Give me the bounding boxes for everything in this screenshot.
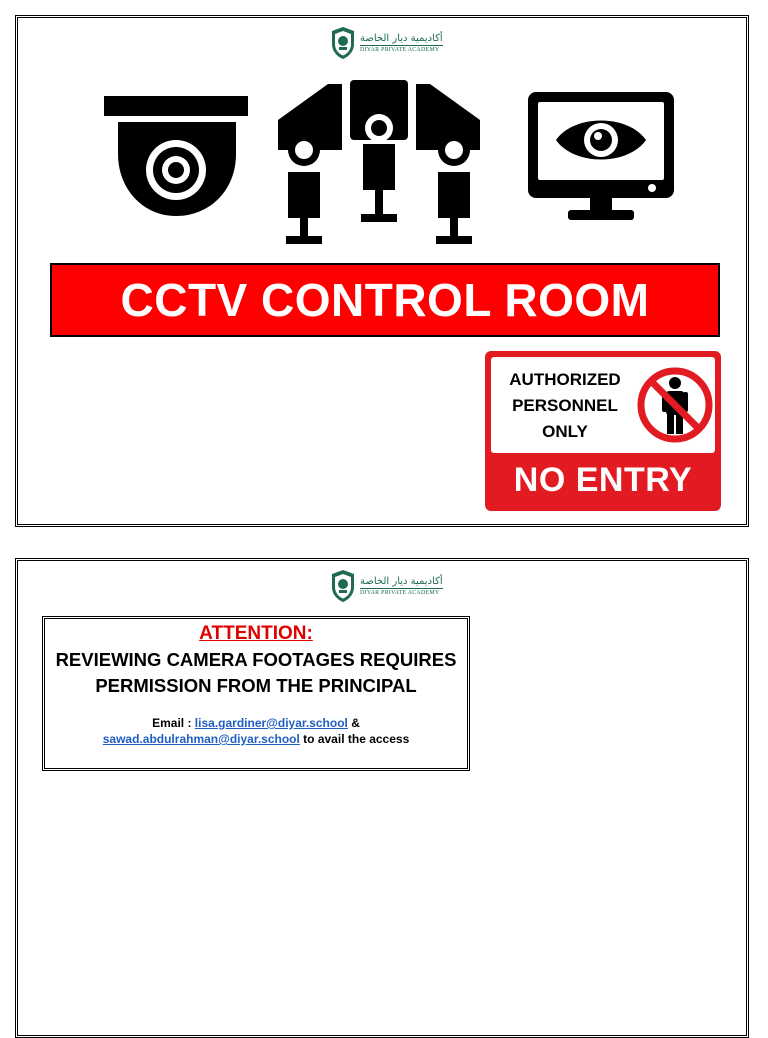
academy-logo bbox=[330, 569, 443, 603]
monitor-eye-icon bbox=[528, 92, 674, 224]
email-label: Email : bbox=[152, 716, 195, 730]
no-entry-person-icon bbox=[635, 365, 715, 445]
email-instructions bbox=[45, 715, 467, 747]
logo-arabic-name: أكاديمية ديار الخاصة bbox=[360, 575, 443, 587]
email-link-lisa[interactable]: lisa.gardiner@diyar.school bbox=[194, 716, 348, 730]
title-banner bbox=[50, 263, 720, 337]
logo-english-name: DIYAR PRIVATE ACADEMY bbox=[360, 588, 443, 596]
logo-english-name: DIYAR PRIVATE ACADEMY bbox=[360, 45, 443, 53]
no-entry-label: NO ENTRY bbox=[513, 461, 693, 499]
notice-line-2: PERMISSION FROM THE PRINCIPAL bbox=[95, 675, 417, 696]
warning-line-personnel: PERSONNEL bbox=[512, 396, 618, 415]
warning-line-only: ONLY bbox=[542, 422, 588, 441]
email-conjunction: & bbox=[347, 716, 360, 730]
warning-line-authorized: AUTHORIZED bbox=[509, 370, 621, 389]
bullet-cameras-icon bbox=[276, 80, 482, 250]
email-suffix: to avail the access bbox=[299, 732, 410, 746]
notice-line-1: REVIEWING CAMERA FOOTAGES REQUIRES bbox=[55, 649, 457, 670]
attention-notice bbox=[42, 616, 470, 771]
academy-logo bbox=[330, 26, 443, 60]
academy-crest-icon bbox=[330, 26, 356, 60]
sign-title: CCTV CONTROL ROOM bbox=[120, 274, 650, 326]
dome-camera-icon bbox=[104, 96, 248, 218]
logo-arabic-name: أكاديمية ديار الخاصة bbox=[360, 32, 443, 44]
email-link-sawad[interactable]: sawad.abdulrahman@diyar.school bbox=[102, 732, 300, 746]
academy-crest-icon bbox=[330, 569, 356, 603]
warning-panel bbox=[491, 357, 715, 453]
cctv-sign-panel bbox=[15, 15, 749, 527]
attention-heading: ATTENTION: bbox=[199, 623, 313, 644]
attention-sign-panel bbox=[15, 558, 749, 1038]
no-entry-sign bbox=[485, 351, 721, 511]
